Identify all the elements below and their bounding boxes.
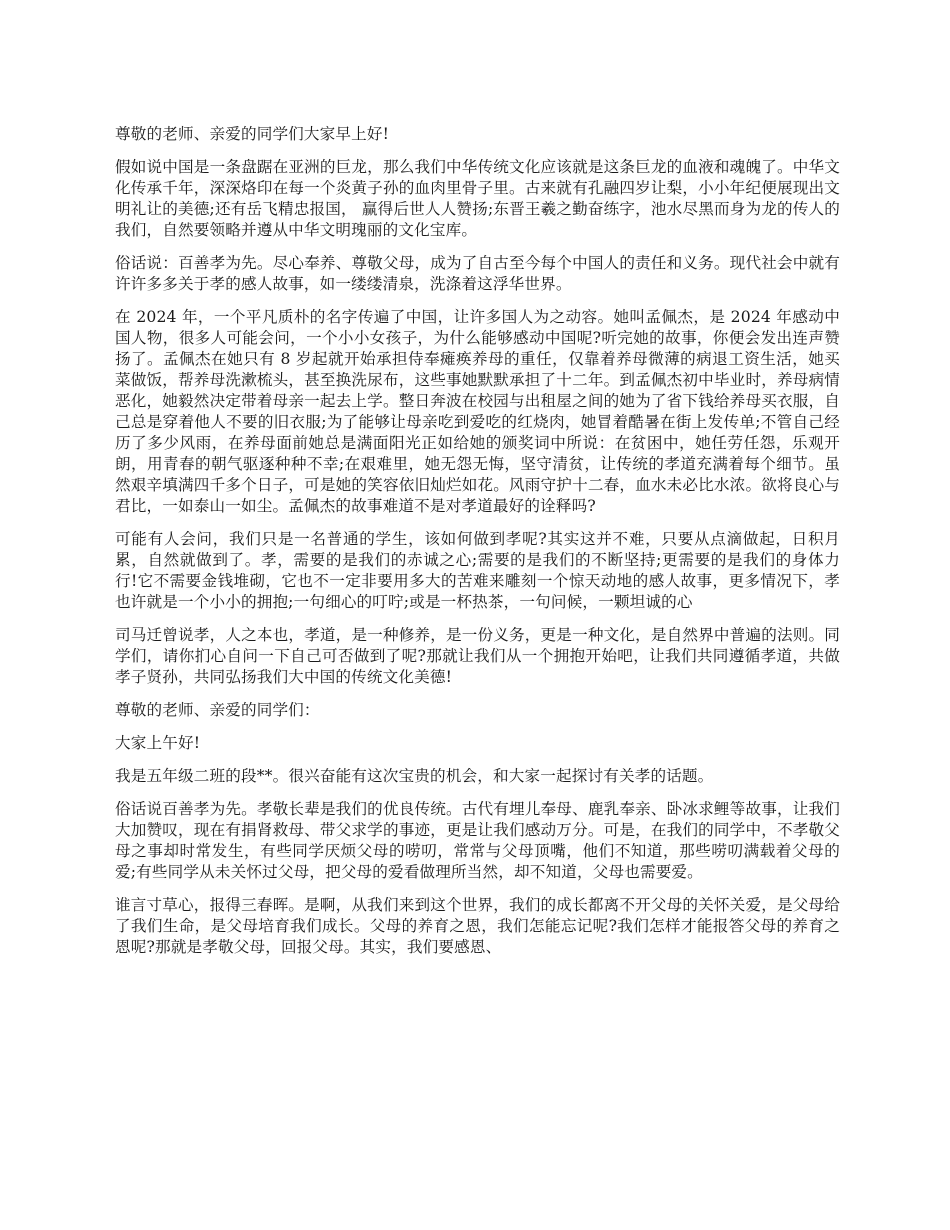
body-paragraph: 俗话说百善孝为先。孝敬长辈是我们的优良传统。古代有埋儿奉母、鹿乳奉亲、卧冰求鲤等故事，让我们大加赞叹，现在有捐肾救母、带父求学的事迹，更是让我们感动万分。可是，在我们的同学中，不孝敬父母之事却时常发生，有些同学厌烦父母的唠叨，常常与父母顶嘴，他们不知道，那些唠叨满载着父母的爱;有些同学从未关怀过父母，把父母的爱看做理所当然，却不知道，父母也需要爱。 xyxy=(115,800,840,881)
body-paragraph: 可能有人会问，我们只是一名普通的学生，该如何做到孝呢?其实这并不难，只要从点滴做起，日积月累，自然就做到了。孝，需要的是我们的赤诚之心;需要的是我们的不断坚持;更需要的是我们的身体力行!它不需要金钱堆砌，它也不一定非要用多大的苦难来雕刻一个惊天动地的感人故事，更多情况下，孝也许就是一个小小的拥抱;一句细心的叮咛;或是一杯热茶，一句问候，一颗坦诚的心 xyxy=(115,530,840,611)
document-body xyxy=(115,124,840,970)
body-paragraph: 谁言寸草心，报得三春晖。是啊，从我们来到这个世界，我们的成长都离不开父母的关怀关爱，是父母给了我们生命，是父母培育我们成长。父母的养育之恩，我们怎能忘记呢?我们怎样才能报答父母的养育之恩呢?那就是孝敬父母，回报父母。其实，我们要感恩、 xyxy=(115,896,840,956)
body-paragraph: 俗话说：百善孝为先。尽心奉养、尊敬父母，成为了自古至今每个中国人的责任和义务。现代社会中就有许许多多关于孝的感人故事，如一缕缕清泉，洗涤着这浮华世界。 xyxy=(115,254,840,293)
body-paragraph: 我是五年级二班的段**。很兴奋能有这次宝贵的机会，和大家一起探讨有关孝的话题。 xyxy=(115,767,714,785)
greeting-paragraph: 尊敬的老师、亲爱的同学们大家早上好! xyxy=(115,125,390,143)
body-paragraph: 假如说中国是一条盘踞在亚洲的巨龙，那么我们中华传统文化应该就是这条巨龙的血液和魂魄了。中华文化传承千年，深深烙印在每一个炎黄子孙的血肉里骨子里。古来就有孔融四岁让梨，小小年纪便展现出文明礼让的美德;还有岳飞精忠报国， 赢得后世人人赞扬;东晋王羲之勤奋练字，池水尽黑而身为龙的传人的我们，自然要领略并遵从中华文明瑰丽的文化宝库。 xyxy=(115,158,840,239)
greeting-paragraph: 大家上午好! xyxy=(115,734,201,752)
body-paragraph: 在 2024 年，一个平凡质朴的名字传遍了中国，让许多国人为之动容。她叫孟佩杰，是 2024 年感动中国人物，很多人可能会问，一个小小女孩子，为什么能够感动中国呢?听完她的故事，你便会发出连声赞扬了。孟佩杰在她只有 8 岁起就开始承担侍奉瘫痪养母的重任，仅靠着养母微薄的病退工资生活，她买菜做饭，帮养母洗漱梳头，甚至换洗尿布，这些事她默默承担了十二年。到孟佩杰初中毕业时，养母病情恶化，她毅然决定带着母亲一起去上学。整日奔波在校园与出租屋之间的她为了省下钱给养母买衣服，自己总是穿着他人不要的旧衣服;为了能够让母亲吃到爱吃的红烧肉，她冒着酷暑在街上发传单;不管自己经历了多少风雨，在养母面前她总是满面阳光正如给她的颁奖词中所说：在贫困中，她任劳任怨，乐观开朗，用青春的朝气驱逐种种不幸;在艰难里，她无怨无悔，坚守清贫，让传统的孝道充满着每个细节。虽然艰辛填满四千多个日子，可是她的笑容依旧灿烂如花。风雨守护十二春，血水未必比水浓。欲将良心与君比，一如泰山一如尘。孟佩杰的故事难道不是对孝道最好的诠释吗? xyxy=(115,308,840,515)
body-paragraph: 司马迁曾说孝，人之本也，孝道，是一种修养，是一份义务，更是一种文化，是自然界中普遍的法则。同学们，请你扪心自问一下自己可否做到了呢?那就让我们从一个拥抱开始吧，让我们共同遵循孝道，共做孝子贤孙，共同弘扬我们大中国的传统文化美德! xyxy=(115,626,840,686)
greeting-paragraph: 尊敬的老师、亲爱的同学们： xyxy=(115,701,320,719)
